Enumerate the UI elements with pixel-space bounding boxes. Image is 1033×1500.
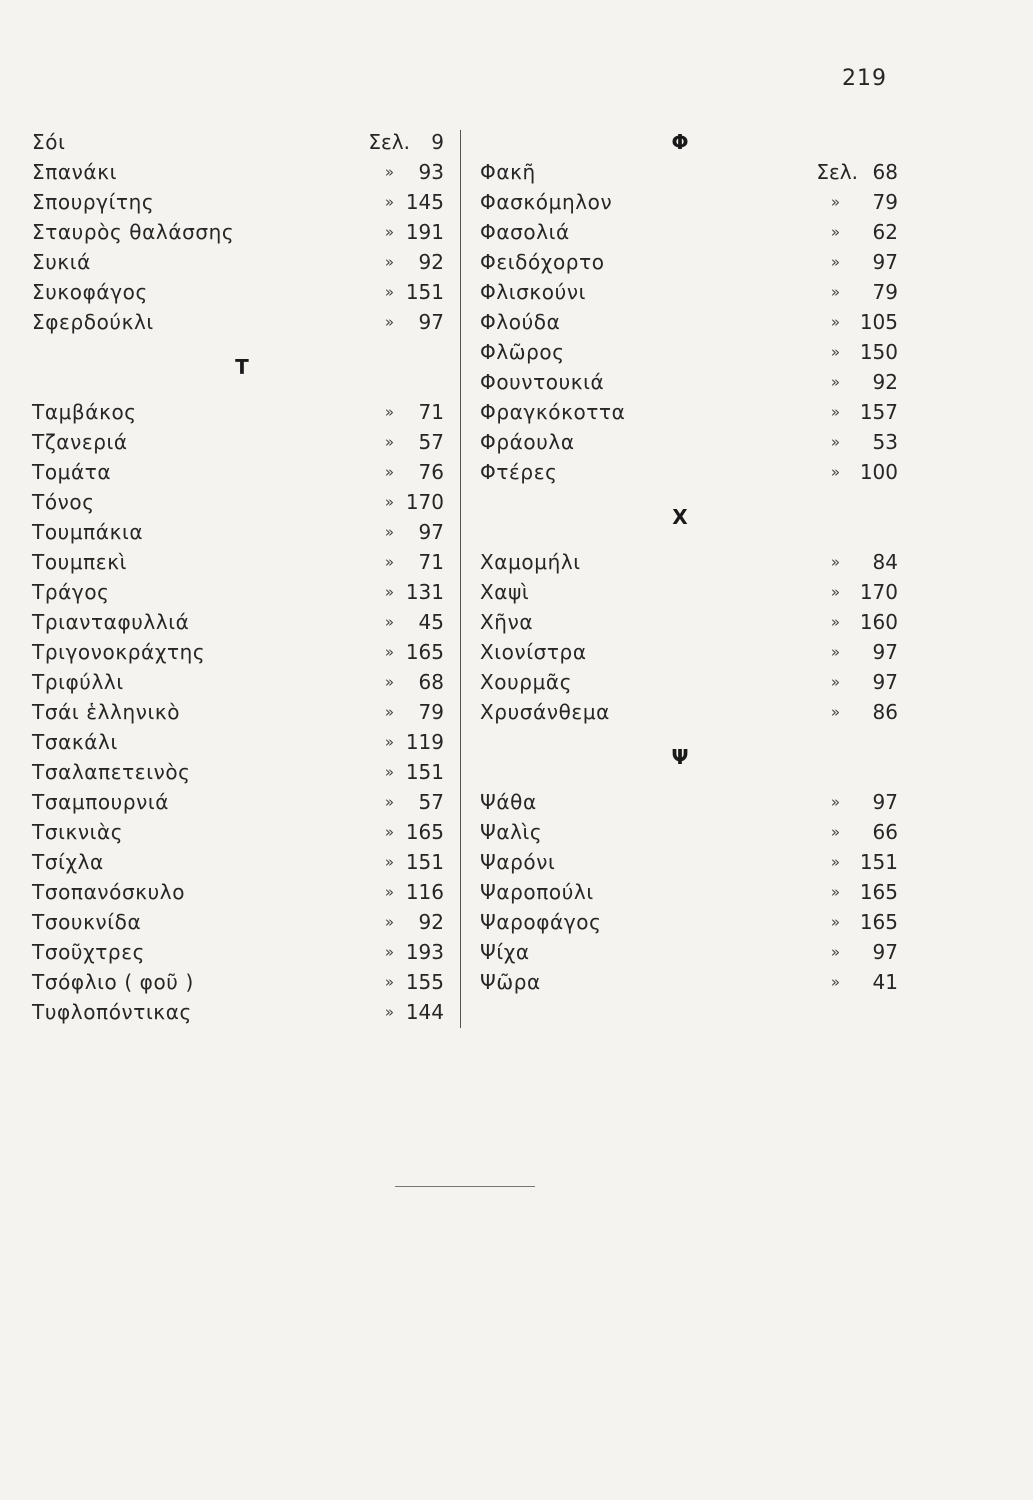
ditto-mark: » <box>384 733 394 751</box>
entry-page-number: 79 <box>418 700 444 724</box>
ditto-mark: » <box>384 883 394 901</box>
entry-term: Χουρμᾶς <box>480 670 573 694</box>
ditto-mark: » <box>830 283 840 301</box>
entry-page-number: 155 <box>405 970 444 994</box>
index-entry <box>32 487 452 517</box>
entry-term: Φλῶρος <box>480 340 565 364</box>
entry-term: Τουμπεκὶ <box>32 550 127 574</box>
entry-term: Χαψὶ <box>480 580 530 604</box>
index-entry <box>32 907 452 937</box>
entry-page-number: 151 <box>405 280 444 304</box>
right-x-list <box>480 547 900 727</box>
index-entry <box>480 847 900 877</box>
left-t-list <box>32 397 452 1027</box>
ditto-mark: » <box>830 433 840 451</box>
ditto-mark: » <box>384 643 394 661</box>
ditto-mark: » <box>384 973 394 991</box>
section-heading-psi: Ψ <box>671 745 689 769</box>
entry-page-number: 165 <box>405 640 444 664</box>
entry-page-number: 151 <box>405 760 444 784</box>
entry-term: Φραγκόκοττα <box>480 400 626 424</box>
index-entry <box>32 427 452 457</box>
entry-page-number: 9 <box>431 130 444 154</box>
ditto-mark: » <box>384 313 394 331</box>
entry-term: Τσόφλιο ( φοῦ ) <box>32 970 194 994</box>
ditto-mark: » <box>384 1003 394 1021</box>
index-entry <box>32 277 452 307</box>
entry-page-number: 62 <box>872 220 898 244</box>
ditto-mark: » <box>830 613 840 631</box>
ditto-mark: » <box>830 193 840 211</box>
ditto-mark: » <box>384 433 394 451</box>
entry-page-number: 92 <box>872 370 898 394</box>
entry-page-number: 105 <box>859 310 898 334</box>
index-right-column <box>480 127 900 997</box>
entry-term: Ψαρόνι <box>480 850 556 874</box>
entry-page-number: 97 <box>418 310 444 334</box>
entry-page-number: 57 <box>418 790 444 814</box>
index-entry <box>32 877 452 907</box>
ditto-mark: » <box>384 493 394 511</box>
ditto-mark: » <box>384 403 394 421</box>
index-entry <box>480 787 900 817</box>
entry-term: Τσαμπουρνιά <box>32 790 170 814</box>
entry-term: Τόνος <box>32 490 95 514</box>
bottom-rule <box>395 1186 535 1187</box>
entry-term: Τράγος <box>32 580 110 604</box>
entry-page-number: 160 <box>859 610 898 634</box>
entry-term: Φακῆ <box>480 160 536 184</box>
ditto-mark: » <box>384 463 394 481</box>
entry-page-number: 71 <box>418 400 444 424</box>
entry-page-number: 45 <box>418 610 444 634</box>
entry-term: Φτέρες <box>480 460 558 484</box>
page-abbreviation: Σελ. <box>368 130 410 154</box>
entry-page-number: 76 <box>418 460 444 484</box>
entry-page-number: 151 <box>405 850 444 874</box>
entry-term: Τσικνιὰς <box>32 820 124 844</box>
index-entry <box>480 157 900 187</box>
index-entry <box>480 967 900 997</box>
entry-term: Συκοφάγος <box>32 280 148 304</box>
entry-page-number: 92 <box>418 910 444 934</box>
right-f-list <box>480 157 900 487</box>
entry-term: Τυφλοπόντικας <box>32 1000 192 1024</box>
entry-term: Ψαλὶς <box>480 820 543 844</box>
entry-term: Χῆνα <box>480 610 534 634</box>
index-entry <box>32 637 452 667</box>
section-heading-phi: Φ <box>671 130 689 154</box>
entry-page-number: 170 <box>405 490 444 514</box>
ditto-mark: » <box>830 703 840 721</box>
entry-term: Σφερδούκλι <box>32 310 154 334</box>
right-ps-list <box>480 787 900 997</box>
entry-term: Συκιά <box>32 250 91 274</box>
ditto-mark: » <box>830 823 840 841</box>
index-entry <box>32 967 452 997</box>
entry-page-number: 68 <box>418 670 444 694</box>
entry-term: Τριφύλλι <box>32 670 124 694</box>
entry-page-number: 79 <box>872 280 898 304</box>
entry-term: Φλισκούνι <box>480 280 586 304</box>
index-entry <box>32 517 452 547</box>
entry-page-number: 145 <box>405 190 444 214</box>
index-entry <box>32 307 452 337</box>
ditto-mark: » <box>830 943 840 961</box>
ditto-mark: » <box>830 793 840 811</box>
entry-term: Σπουργίτης <box>32 190 155 214</box>
ditto-mark: » <box>830 673 840 691</box>
index-entry <box>32 187 452 217</box>
page-abbreviation: Σελ. <box>816 160 858 184</box>
index-entry <box>32 787 452 817</box>
entry-term: Τσοῦχτρες <box>32 940 145 964</box>
index-entry <box>480 547 900 577</box>
ditto-mark: » <box>830 553 840 571</box>
entry-page-number: 92 <box>418 250 444 274</box>
entry-term: Τσίχλα <box>32 850 104 874</box>
entry-page-number: 131 <box>405 580 444 604</box>
index-entry <box>32 607 452 637</box>
ditto-mark: » <box>830 343 840 361</box>
index-entry <box>32 997 452 1027</box>
ditto-mark: » <box>830 313 840 331</box>
entry-page-number: 97 <box>872 250 898 274</box>
entry-term: Ψαροπούλι <box>480 880 594 904</box>
left-top-list <box>32 127 452 337</box>
index-entry <box>480 247 900 277</box>
entry-page-number: 191 <box>405 220 444 244</box>
index-entry <box>32 457 452 487</box>
index-entry <box>480 667 900 697</box>
ditto-mark: » <box>384 853 394 871</box>
entry-page-number: 100 <box>859 460 898 484</box>
index-entry <box>480 817 900 847</box>
index-entry <box>480 337 900 367</box>
index-entry <box>480 697 900 727</box>
entry-page-number: 193 <box>405 940 444 964</box>
entry-page-number: 53 <box>872 430 898 454</box>
index-entry <box>32 127 452 157</box>
entry-page-number: 68 <box>872 160 898 184</box>
entry-term: Σόι <box>32 130 66 154</box>
entry-page-number: 97 <box>872 670 898 694</box>
entry-term: Τσακάλι <box>32 730 118 754</box>
entry-page-number: 165 <box>859 880 898 904</box>
index-entry <box>32 547 452 577</box>
index-left-column <box>32 127 452 1027</box>
ditto-mark: » <box>830 643 840 661</box>
entry-term: Τσοπανόσκυλο <box>32 880 186 904</box>
entry-page-number: 86 <box>872 700 898 724</box>
entry-term: Φειδόχορτο <box>480 250 605 274</box>
index-entry <box>480 907 900 937</box>
entry-term: Τριανταφυλλιά <box>32 610 190 634</box>
ditto-mark: » <box>384 943 394 961</box>
column-divider <box>460 130 461 1028</box>
section-heading-chi: Χ <box>672 505 688 529</box>
ditto-mark: » <box>384 703 394 721</box>
ditto-mark: » <box>384 673 394 691</box>
index-entry <box>480 937 900 967</box>
entry-term: Ψίχα <box>480 940 530 964</box>
index-entry <box>480 457 900 487</box>
index-entry <box>480 367 900 397</box>
entry-page-number: 144 <box>405 1000 444 1024</box>
ditto-mark: » <box>384 223 394 241</box>
entry-term: Τσαλαπετεινὸς <box>32 760 191 784</box>
entry-page-number: 151 <box>859 850 898 874</box>
entry-term: Ψαροφάγος <box>480 910 602 934</box>
index-entry <box>480 307 900 337</box>
entry-page-number: 157 <box>859 400 898 424</box>
entry-term: Τουμπάκια <box>32 520 144 544</box>
index-entry <box>480 427 900 457</box>
ditto-mark: » <box>384 763 394 781</box>
entry-term: Σπανάκι <box>32 160 117 184</box>
ditto-mark: » <box>830 853 840 871</box>
entry-term: Χρυσάνθεμα <box>480 700 610 724</box>
entry-term: Φουντουκιά <box>480 370 605 394</box>
ditto-mark: » <box>384 163 394 181</box>
ditto-mark: » <box>384 823 394 841</box>
ditto-mark: » <box>830 913 840 931</box>
index-entry <box>480 187 900 217</box>
entry-term: Ψῶρα <box>480 970 541 994</box>
page-number: 219 <box>842 66 887 91</box>
entry-page-number: 97 <box>872 790 898 814</box>
entry-page-number: 150 <box>859 340 898 364</box>
index-entry <box>480 217 900 247</box>
entry-page-number: 97 <box>872 640 898 664</box>
entry-term: Φασολιά <box>480 220 570 244</box>
entry-term: Τζανεριά <box>32 430 128 454</box>
ditto-mark: » <box>830 253 840 271</box>
ditto-mark: » <box>384 793 394 811</box>
ditto-mark: » <box>830 373 840 391</box>
entry-page-number: 165 <box>859 910 898 934</box>
ditto-mark: » <box>384 613 394 631</box>
index-entry <box>480 577 900 607</box>
entry-term: Χαμομήλι <box>480 550 581 574</box>
entry-term: Ψάθα <box>480 790 537 814</box>
index-entry <box>480 607 900 637</box>
ditto-mark: » <box>830 403 840 421</box>
ditto-mark: » <box>384 283 394 301</box>
entry-page-number: 170 <box>859 580 898 604</box>
entry-page-number: 71 <box>418 550 444 574</box>
entry-term: Τριγονοκράχτης <box>32 640 206 664</box>
entry-page-number: 41 <box>872 970 898 994</box>
ditto-mark: » <box>384 193 394 211</box>
entry-term: Σταυρὸς θαλάσσης <box>32 220 235 244</box>
index-entry <box>32 847 452 877</box>
index-entry <box>480 397 900 427</box>
index-entry <box>32 247 452 277</box>
ditto-mark: » <box>384 523 394 541</box>
ditto-mark: » <box>830 883 840 901</box>
ditto-mark: » <box>830 463 840 481</box>
entry-page-number: 119 <box>405 730 444 754</box>
index-entry <box>32 817 452 847</box>
entry-term: Τσάι ἑλληνικὸ <box>32 700 181 724</box>
entry-term: Φλούδα <box>480 310 561 334</box>
index-entry <box>32 697 452 727</box>
index-entry <box>32 157 452 187</box>
entry-page-number: 84 <box>872 550 898 574</box>
entry-page-number: 79 <box>872 190 898 214</box>
ditto-mark: » <box>830 973 840 991</box>
entry-page-number: 93 <box>418 160 444 184</box>
index-entry <box>32 757 452 787</box>
ditto-mark: » <box>384 583 394 601</box>
entry-term: Φασκόμηλον <box>480 190 613 214</box>
index-entry <box>480 277 900 307</box>
index-entry <box>32 577 452 607</box>
entry-page-number: 165 <box>405 820 444 844</box>
entry-term: Ταμβάκος <box>32 400 137 424</box>
entry-page-number: 116 <box>405 880 444 904</box>
index-entry <box>480 637 900 667</box>
index-entry <box>32 727 452 757</box>
section-heading-t: Τ <box>235 355 249 379</box>
entry-term: Φράουλα <box>480 430 575 454</box>
entry-page-number: 57 <box>418 430 444 454</box>
entry-page-number: 97 <box>872 940 898 964</box>
entry-term: Τσουκνίδα <box>32 910 142 934</box>
entry-page-number: 97 <box>418 520 444 544</box>
ditto-mark: » <box>384 253 394 271</box>
index-entry <box>32 937 452 967</box>
entry-term: Χιονίστρα <box>480 640 587 664</box>
index-entry <box>32 667 452 697</box>
entry-page-number: 66 <box>872 820 898 844</box>
ditto-mark: » <box>830 583 840 601</box>
ditto-mark: » <box>384 913 394 931</box>
entry-term: Τομάτα <box>32 460 112 484</box>
ditto-mark: » <box>384 553 394 571</box>
index-entry <box>32 397 452 427</box>
index-entry <box>32 217 452 247</box>
ditto-mark: » <box>830 223 840 241</box>
index-entry <box>480 877 900 907</box>
